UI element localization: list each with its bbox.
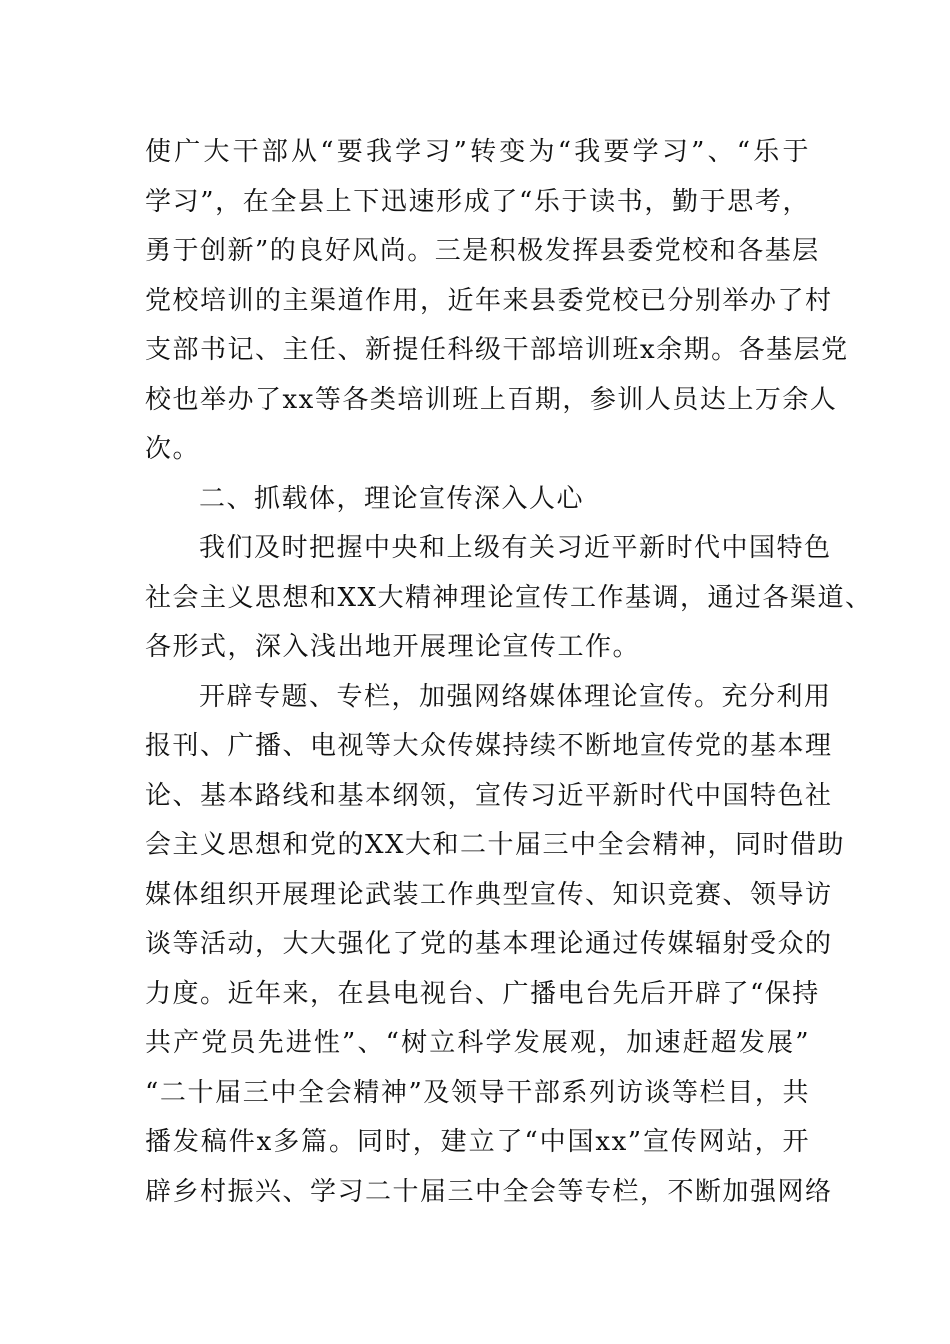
text-line-21: 播发稿件x多篇。同时，建立了“中国xx”宣传网站，开 bbox=[145, 1127, 810, 1157]
text-line-6: 校也举办了xx等各类培训班上百期，参训人员达上万余人 bbox=[145, 384, 838, 415]
text-line-9: 我们及时把握中央和上级有关习近平新时代中国特色 bbox=[199, 533, 832, 563]
text-line-4: 党校培训的主渠道作用，近年来县委党校已分别举办了村 bbox=[145, 285, 833, 316]
section-heading: 二、抓载体，理论宣传深入人心 bbox=[199, 483, 585, 514]
document-body bbox=[145, 128, 873, 1217]
text-line-22: 辟乡村振兴、学习二十届三中全会等专栏，不断加强网络 bbox=[145, 1176, 833, 1207]
text-line-13: 报刊、广播、电视等大众传媒持续不断地宣传党的基本理 bbox=[145, 731, 833, 761]
text-line-10: 社会主义思想和XX大精神理论宣传工作基调，通过各渠道、 bbox=[145, 582, 873, 613]
text-line-15: 会主义思想和党的XX大和二十届三中全会精神，同时借助 bbox=[145, 830, 846, 860]
text-line-18: 力度。近年来，在县电视台、广播电台先后开辟了“保持 bbox=[145, 978, 820, 1009]
text-line-11: 各形式，深入浅出地开展理论宣传工作。 bbox=[145, 632, 641, 662]
text-line-1: 使广大干部从“要我学习”转变为“我要学习”、“乐于 bbox=[145, 137, 810, 167]
text-line-14: 论、基本路线和基本纲领，宣传习近平新时代中国特色社 bbox=[145, 780, 833, 811]
text-line-19: 共产党员先进性”、“树立科学发展观，加速赶超发展” bbox=[145, 1028, 810, 1058]
text-line-5: 支部书记、主任、新提任科级干部培训班x余期。各基层党 bbox=[145, 335, 849, 365]
text-line-20: “二十届三中全会精神”及领导干部系列访谈等栏目，共 bbox=[145, 1077, 810, 1108]
text-line-12: 开辟专题、专栏，加强网络媒体理论宣传。充分利用 bbox=[199, 681, 832, 712]
text-line-16: 媒体组织开展理论武装工作典型宣传、知识竞赛、领导访 bbox=[145, 879, 833, 910]
text-line-17: 谈等活动，大大强化了党的基本理论通过传媒辐射受众的 bbox=[145, 929, 833, 959]
text-line-3: 勇于创新”的良好风尚。三是积极发挥县委党校和各基层 bbox=[145, 236, 820, 266]
text-line-7: 次。 bbox=[145, 434, 201, 464]
text-line-2: 学习”，在全县上下迅速形成了“乐于读书，勤于思考， bbox=[145, 186, 810, 217]
